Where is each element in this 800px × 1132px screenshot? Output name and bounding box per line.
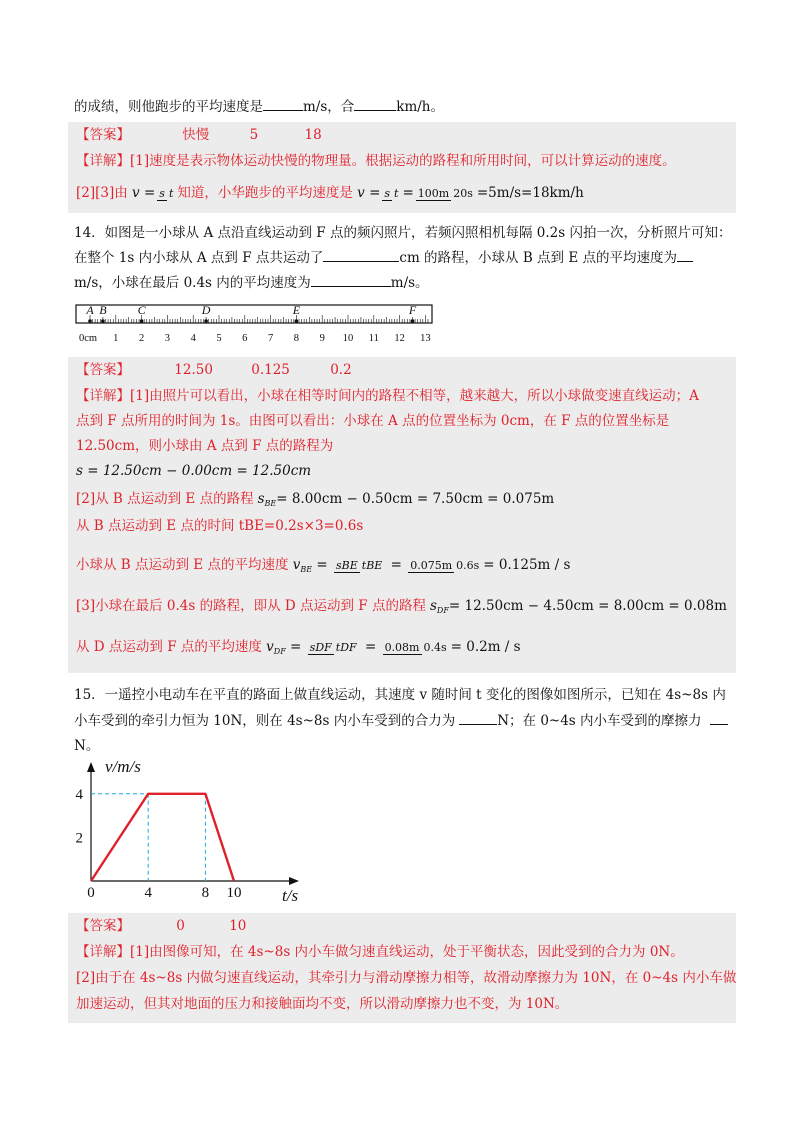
q14-detail-3: 12.50cm，则小球由 A 点到 F 点的路程为 bbox=[76, 438, 334, 454]
frac-den: t bbox=[394, 186, 399, 200]
formula-text: = bbox=[402, 185, 414, 201]
fraction bbox=[408, 559, 481, 573]
q15-text: 小车受到的牵引力恒为 10N，则在 4s~8s 内小车受到的合力为 bbox=[74, 713, 456, 729]
ruler-points bbox=[85, 303, 417, 323]
q14-detail-8: [3]小球在最后 0.4s 的路程，即从 D 点运动到 F 点的路程 sDF= 12.50cm − 4.50cm = 8.00cm = 0.08m bbox=[76, 598, 727, 615]
frac-num: 0.075m bbox=[410, 558, 453, 572]
q15-detail-3: 加速运动，但其对地面的压力和接触面均不变，所以滑动摩擦力也不变，为 10N。 bbox=[76, 996, 569, 1012]
ruler-strip bbox=[76, 305, 432, 323]
ruler-tick-label: 12 bbox=[394, 333, 405, 344]
ruler-point-a bbox=[88, 319, 92, 323]
answer-value: 18 bbox=[304, 127, 322, 143]
detail-text: [1]由图像可知，在 4s~8s 内小车做匀速直线运动，处于平衡状态，因此受到的合力为 0N。 bbox=[130, 944, 684, 960]
ruler-point-label: E bbox=[292, 303, 301, 317]
ruler-point-d bbox=[204, 319, 208, 323]
q14-answer-row bbox=[76, 360, 352, 380]
q14-blank-3 bbox=[311, 272, 391, 287]
q15-answer-row bbox=[76, 916, 246, 936]
frac-num: sBE bbox=[336, 558, 358, 572]
q15-detail-2: [2]由于在 4s~8s 内做匀速直线运动，其牵引力与滑动摩擦力相等，故滑动摩擦力为 10N，在 0~4s 内小车做 bbox=[76, 970, 737, 986]
answer-value: 快慢 bbox=[182, 127, 210, 143]
ruler-point-f bbox=[411, 319, 415, 323]
q13-unit-1: m/s，合 bbox=[303, 99, 355, 115]
q13-line bbox=[74, 96, 444, 118]
frac-num: s bbox=[384, 186, 391, 200]
fraction bbox=[334, 559, 384, 573]
detail-text: [2][3]由 bbox=[76, 185, 128, 201]
answer-value: 0.2 bbox=[330, 362, 352, 378]
q14-stem-line-3 bbox=[74, 272, 429, 294]
formula-text: = 0.2m / s bbox=[450, 639, 521, 655]
q14-blank-2 bbox=[677, 247, 693, 262]
q14-text: m/s，小球在最后 0.4s 内的平均速度为 bbox=[74, 275, 311, 291]
frac-den: tDF bbox=[335, 640, 357, 654]
detail-text: 从 D 点运动到 F 点的平均速度 bbox=[76, 639, 262, 655]
detail-text: 小球从 B 点运动到 E 点的平均速度 bbox=[76, 557, 289, 573]
q13-detail-2 bbox=[76, 180, 584, 206]
y-axis-arrow bbox=[87, 762, 95, 772]
q14-detail-6: 从 B 点运动到 E 点的时间 tBE=0.2s×3=0.6s bbox=[76, 518, 364, 534]
formula-text: v = bbox=[357, 185, 381, 201]
q14-stem-line-1: 14．如图是一小球从 A 点沿直线运动到 F 点的频闪照片，若频闪照相机每隔 0.2s 闪拍一次，分析照片可知： bbox=[74, 225, 732, 241]
detail-label: 【详解】 bbox=[76, 944, 130, 960]
frac-den: 0.6s bbox=[456, 558, 480, 572]
ruler-tick-label: 2 bbox=[138, 333, 145, 344]
answer-value: 5 bbox=[249, 127, 259, 143]
q15-detail-1 bbox=[76, 942, 684, 962]
detail-label: 【详解】 bbox=[76, 153, 130, 169]
fraction bbox=[308, 641, 359, 655]
answer-value: 10 bbox=[229, 918, 247, 934]
formula bbox=[357, 180, 584, 206]
q13-text: 的成绩，则他跑步的平均速度是 bbox=[74, 99, 263, 115]
ruler-diagram bbox=[70, 300, 440, 352]
detail-label: 【详解】 bbox=[76, 388, 130, 404]
q15-blank-2 bbox=[710, 710, 728, 725]
chart-series bbox=[91, 794, 234, 881]
detail-text: 知道，小华跑步的平均速度是 bbox=[177, 185, 353, 201]
answer-label: 【答案】 bbox=[76, 362, 130, 378]
ruler-tick-label: 3 bbox=[164, 333, 171, 344]
ruler-tick-labels bbox=[79, 333, 431, 344]
frac-den: 20s bbox=[453, 186, 473, 200]
q14-detail-9: 从 D 点运动到 F 点的平均速度 vDF = sDF tDF = 0.08m 0.4s = 0.2m / s bbox=[76, 630, 521, 669]
detail-text: [2]从 B 点运动到 E 点的路程 bbox=[76, 491, 254, 507]
q14-detail-2: 点到 F 点所用的时间为 1s。由图可以看出：小球在 A 点的位置坐标为 0cm，在 F 点的位置坐标是 bbox=[76, 413, 670, 429]
ruler-tick-label: 11 bbox=[368, 333, 379, 344]
frac-den: 0.4s bbox=[423, 640, 447, 654]
ruler-tick-label: 4 bbox=[190, 333, 196, 344]
detail-text: [1]速度是表示物体运动快慢的物理量。根据运动的路程和所用时间，可以计算运动的速度。 bbox=[130, 153, 676, 169]
frac-den: tBE bbox=[361, 558, 383, 572]
q14-text: m/s。 bbox=[390, 275, 429, 291]
chart-tick-labels bbox=[76, 787, 242, 901]
q14-detail-1 bbox=[76, 386, 699, 406]
frac-den: t bbox=[168, 186, 174, 200]
y-tick-label: 2 bbox=[75, 830, 83, 847]
q15-stem-line-2 bbox=[74, 710, 728, 732]
formula-text: = 8.00cm − 0.50cm = 7.50cm = 0.075m bbox=[276, 491, 555, 507]
ruler-tick-label: 7 bbox=[267, 333, 274, 344]
answer-value: 0.125 bbox=[251, 362, 290, 378]
ruler-tick-label: 1 bbox=[113, 333, 119, 344]
q14-text: cm 的路程，小球从 B 点到 E 点的平均速度为 bbox=[399, 250, 677, 266]
x-axis-arrow bbox=[289, 877, 299, 885]
x-tick-label: 8 bbox=[201, 885, 210, 901]
ruler-point-e bbox=[295, 319, 299, 323]
velocity-time-chart bbox=[70, 755, 310, 913]
chart-axis-labels bbox=[105, 757, 298, 905]
q14-formula-1: s = 12.50cm − 0.00cm = 12.50cm bbox=[76, 463, 312, 479]
formula bbox=[132, 180, 177, 206]
ruler-point-c bbox=[140, 319, 144, 323]
formula-text: =5m/s=18km/h bbox=[476, 185, 584, 201]
answer-value: 0 bbox=[176, 918, 185, 934]
ruler-point-label: F bbox=[408, 303, 417, 317]
q14-blank-1 bbox=[323, 247, 399, 262]
x-tick-label: 0 bbox=[87, 885, 95, 901]
formula-text: = 12.50cm − 4.50cm = 8.00cm = 0.08m bbox=[448, 598, 727, 614]
fraction bbox=[383, 641, 449, 655]
ruler-point-b bbox=[101, 319, 105, 323]
ruler-point-label: C bbox=[137, 303, 146, 317]
frac-num: 0.08m bbox=[384, 640, 420, 654]
ruler-tick-label: 10 bbox=[342, 333, 354, 344]
q13-detail-1 bbox=[76, 151, 676, 171]
ruler-tick-label: 8 bbox=[293, 333, 300, 344]
fraction bbox=[382, 187, 400, 201]
detail-text: [1]由照片可以看出，小球在相等时间内的路程不相等，越来越大，所以小球做变速直线运动；A bbox=[130, 388, 699, 404]
q13-unit-2: km/h。 bbox=[396, 99, 445, 115]
q13-blank-2 bbox=[354, 96, 396, 111]
q14-detail-7: 小球从 B 点运动到 E 点的平均速度 vBE = sBE tBE = 0.075m 0.6s = 0.125m / s bbox=[76, 548, 570, 587]
answer-label: 【答案】 bbox=[76, 918, 130, 934]
q15-blank-1 bbox=[459, 710, 497, 725]
frac-num: sDF bbox=[309, 640, 332, 654]
x-tick-label: 4 bbox=[144, 885, 152, 901]
answer-value: 12.50 bbox=[174, 362, 213, 378]
q13-answer-row bbox=[76, 125, 322, 145]
formula-text: = 0.125m / s bbox=[483, 557, 571, 573]
ruler-tick-label: 5 bbox=[216, 333, 222, 344]
y-axis-label: v/m/s bbox=[105, 757, 141, 776]
y-tick-label: 4 bbox=[75, 786, 83, 803]
q13-blank-1 bbox=[263, 96, 303, 111]
q14-text: 在整个 1s 内小球从 A 点到 F 点共运动了 bbox=[74, 250, 324, 266]
answer-label: 【答案】 bbox=[76, 127, 130, 143]
x-axis-label: t/s bbox=[282, 886, 299, 905]
q15-stem-line-3: N。 bbox=[74, 738, 100, 754]
q15-text: N；在 0~4s 内小车受到的摩擦力 bbox=[497, 713, 702, 729]
ruler-tick-label: 13 bbox=[420, 333, 431, 344]
chart-axes bbox=[87, 762, 299, 885]
ruler-point-label: D bbox=[201, 303, 211, 317]
q14-stem-line-2 bbox=[74, 247, 693, 269]
x-tick-label: 10 bbox=[226, 885, 242, 901]
q15-stem-line-1: 15．一遥控小电动车在平直的路面上做直线运动，其速度 v 随时间 t 变化的图像如图所示，已知在 4s~8s 内 bbox=[74, 687, 726, 703]
detail-text: [3]小球在最后 0.4s 的路程，即从 D 点运动到 F 点的路程 bbox=[76, 598, 426, 614]
fraction bbox=[157, 187, 175, 201]
ruler-point-label: B bbox=[99, 303, 107, 317]
frac-num: 100m bbox=[417, 186, 450, 200]
frac-num: s bbox=[159, 186, 165, 200]
ruler-tick-label: 6 bbox=[242, 333, 248, 344]
ruler-tick-label: 9 bbox=[319, 333, 325, 344]
ruler-point-label: A bbox=[86, 303, 94, 317]
ruler-tick-label: 0cm bbox=[78, 333, 98, 344]
fraction bbox=[416, 187, 475, 201]
formula-text: v = bbox=[132, 185, 156, 201]
chart-guides bbox=[91, 794, 205, 881]
q14-detail-5: [2]从 B 点运动到 E 点的路程 sBE= 8.00cm − 0.50cm = 7.50cm = 0.075m bbox=[76, 491, 555, 508]
series-line bbox=[91, 794, 234, 881]
